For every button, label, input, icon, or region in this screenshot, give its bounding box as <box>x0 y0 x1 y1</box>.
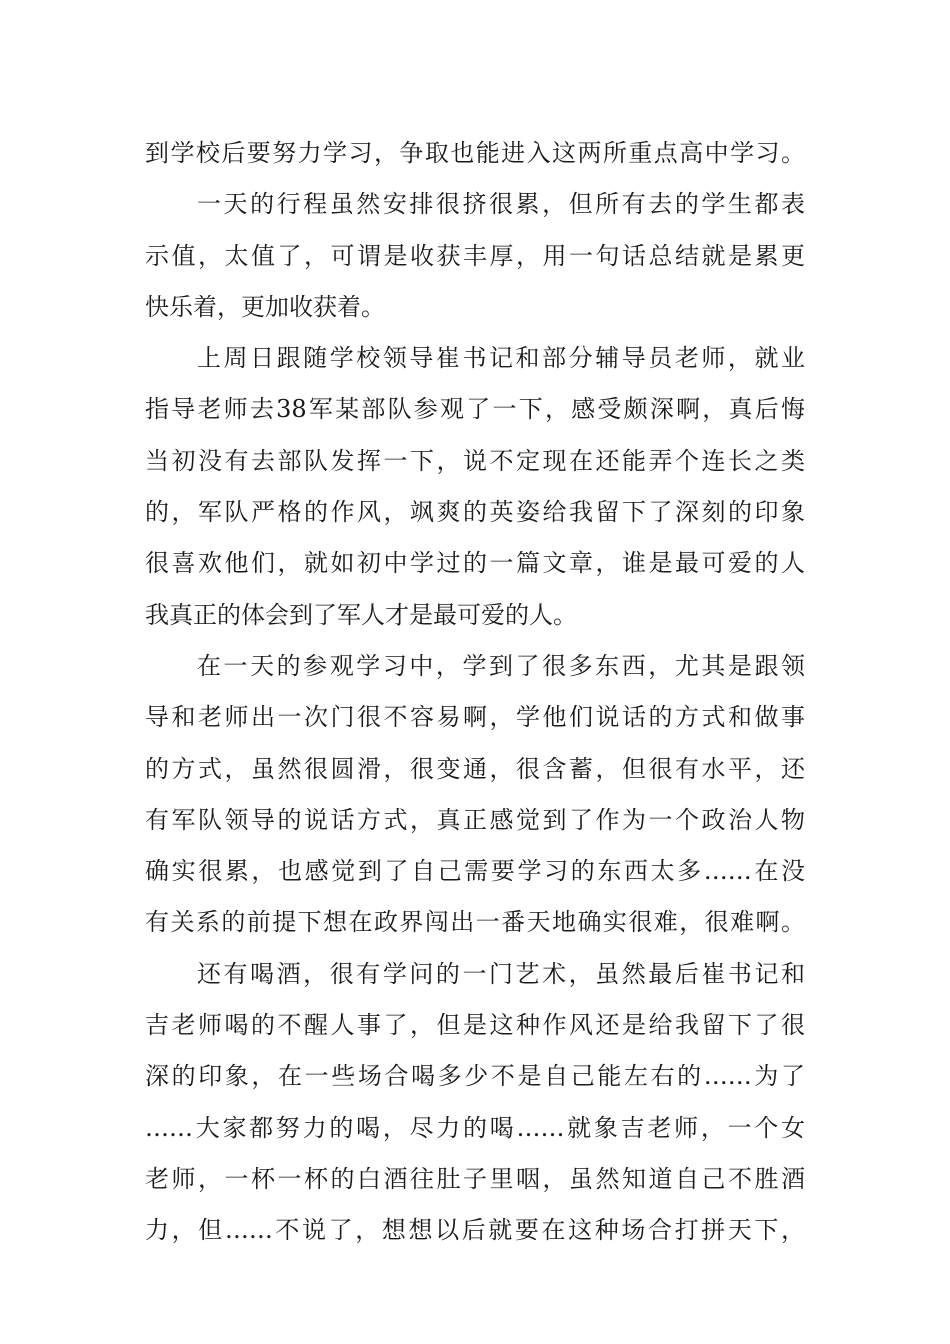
paragraph-first-line: 还有喝酒，很有学问的一门艺术，虽然最后崔书记和 <box>197 959 805 988</box>
text-line: 老师，一杯一杯的白酒往肚子里咽，虽然知道自己不胜酒 <box>145 1164 805 1193</box>
text-line: 深的印象，在一些场合喝多少不是自己能左右的……为了 <box>145 1062 805 1091</box>
text-line: 确实很累，也感觉到了自己需要学习的东西太多……在没 <box>145 857 805 886</box>
text-line: 吉老师喝的不醒人事了，但是这种作风还是给我留下了很 <box>145 1011 805 1040</box>
text-line: 到学校后要努力学习，争取也能进入这两所重点高中学习。 <box>145 139 805 167</box>
text-line: 导和老师出一次门很不容易啊，学他们说话的方式和做事 <box>145 703 805 732</box>
paragraph-last-line: 我真正的体会到了军人才是最可爱的人。 <box>145 600 577 629</box>
text-line: ……大家都努力的喝，尽力的喝……就象吉老师，一个女 <box>145 1113 805 1142</box>
text-line: 有关系的前提下想在政界闯出一番天地确实很难，很难啊。 <box>145 908 805 937</box>
text-line: 当初没有去部队发挥一下，说不定现在还能弄个连长之类 <box>145 446 805 475</box>
text-line: 指导老师去38军某部队参观了一下，感受颇深啊，真后悔 <box>145 395 805 424</box>
text-line: 示值，太值了，可谓是收获丰厚，用一句话总结就是累更 <box>145 241 805 270</box>
paragraph-first-line: 一天的行程虽然安排很挤很累，但所有去的学生都表 <box>197 190 805 219</box>
text-line: 很喜欢他们，就如初中学过的一篇文章，谁是最可爱的人 <box>145 549 805 578</box>
paragraph-last-line: 快乐着，更加收获着。 <box>145 292 385 321</box>
paragraph-first-line: 在一天的参观学习中，学到了很多东西，尤其是跟领 <box>197 651 805 680</box>
text-line: 力，但……不说了，想想以后就要在这种场合打拼天下， <box>145 1216 805 1245</box>
text-line: 的，军队严格的作风，飒爽的英姿给我留下了深刻的印象 <box>145 498 805 527</box>
body-text <box>145 128 805 1257</box>
text-line: 的方式，虽然很圆滑，很变通，很含蓄，但很有水平，还 <box>145 754 805 783</box>
paragraph-first-line: 上周日跟随学校领导崔书记和部分辅导员老师，就业 <box>197 344 805 373</box>
text-line: 有军队领导的说话方式，真正感觉到了作为一个政治人物 <box>145 805 805 834</box>
